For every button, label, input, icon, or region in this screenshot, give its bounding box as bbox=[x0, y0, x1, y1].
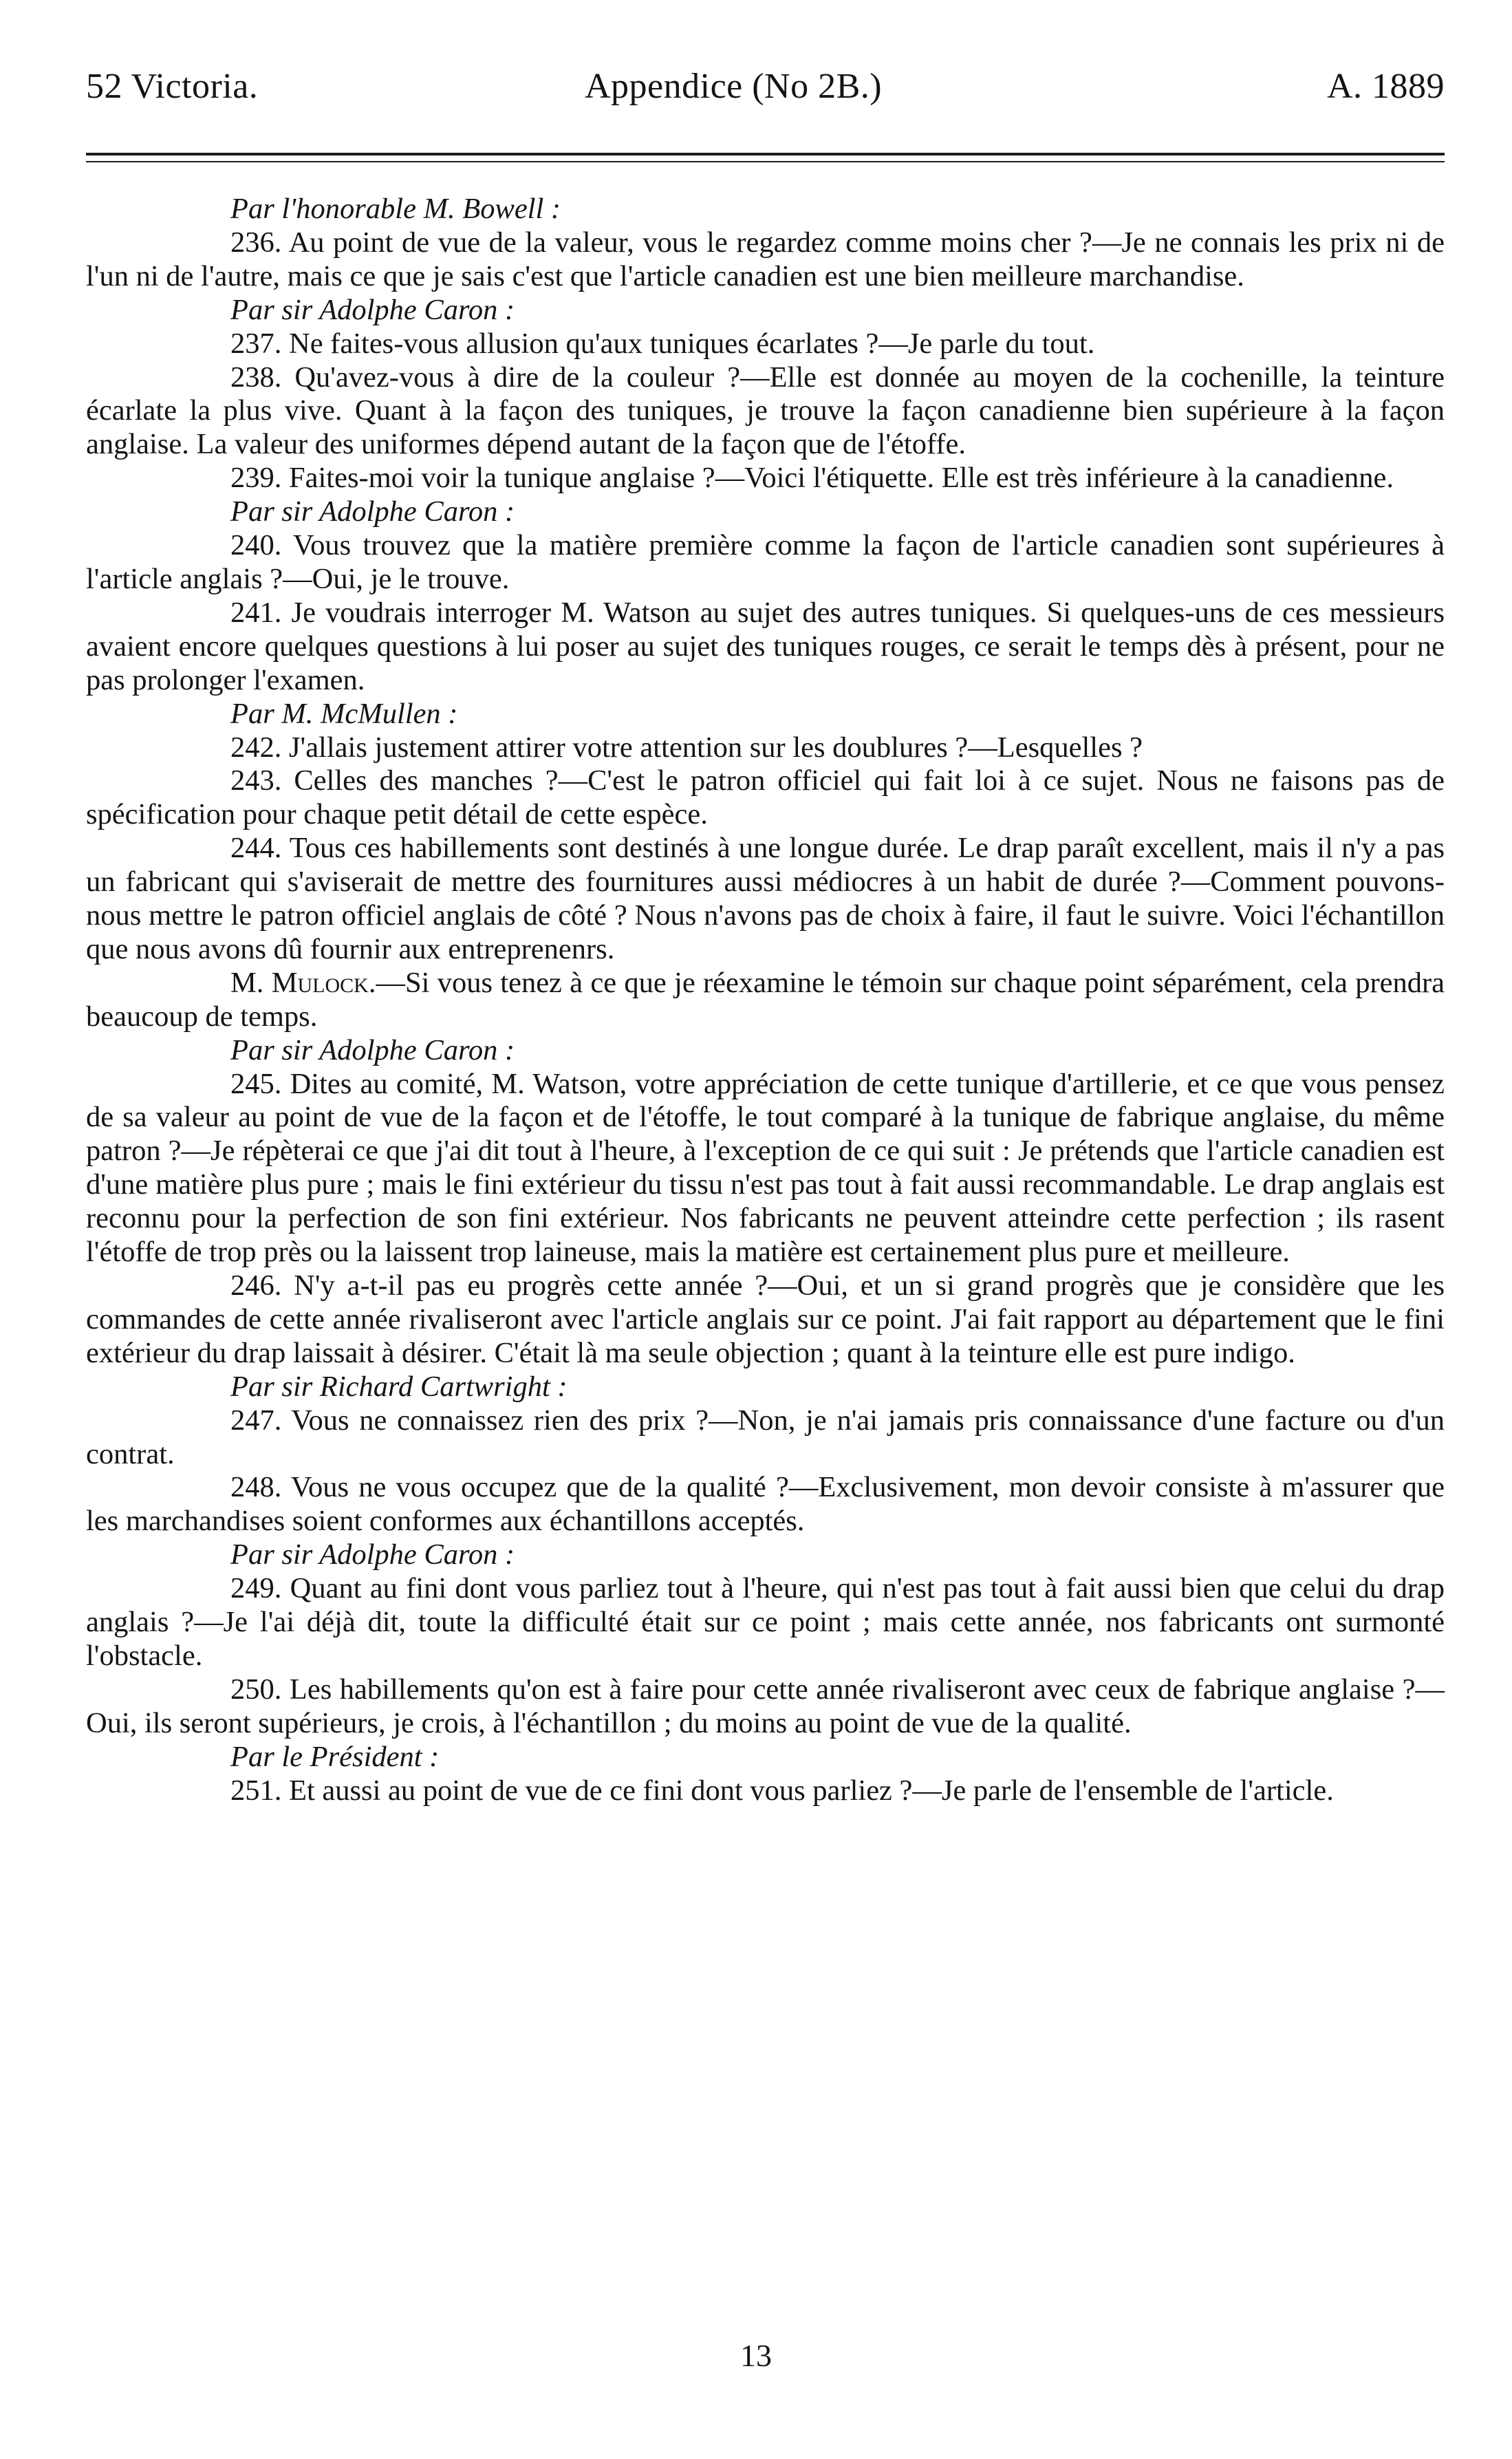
speaker-heading: Par l'honorable M. Bowell : bbox=[230, 193, 561, 225]
header-rule-thin bbox=[86, 161, 1445, 162]
interjection-paragraph bbox=[86, 967, 1445, 1034]
header-appendix: Appendice (No 2B.) bbox=[585, 67, 883, 106]
header-rule-thick bbox=[86, 153, 1445, 155]
interjection-speaker: M. Mulock. bbox=[230, 966, 376, 999]
question-answer-paragraph: 247. Vous ne connaissez rien des prix ?—Non, je n'ai jamais pris connaissance d'une facture ou d'un contrat. bbox=[86, 1404, 1445, 1470]
question-answer-paragraph: 239. Faites-moi voir la tunique anglaise ?—Voici l'étiquette. Elle est très inférieure à la canadienne. bbox=[230, 462, 1394, 495]
question-answer-paragraph: 236. Au point de vue de la valeur, vous le regardez comme moins cher ?—Je ne connais les prix ni de l'un ni de l'autre, mais ce que je sais c'est que l'article canadien est une bien meilleure marchandise. bbox=[86, 226, 1445, 292]
question-answer-paragraph: 250. Les habillements qu'on est à faire pour cette année rivaliseront avec ceux de fabrique anglaise ?—Oui, ils seront supérieurs, je crois, à l'échantillon ; du moins au point de vue de la qualité. bbox=[86, 1673, 1445, 1739]
question-answer-paragraph: 244. Tous ces habillements sont destinés à une longue durée. Le drap paraît excellent, mais il n'y a pas un fabricant qui s'aviserait de mettre des fournitures aussi médiocres à un habit de durée ?—Comment pouvons-nous mettre le patron officiel anglais de côté ? Nous n'avons pas de choix à faire, il faut le suivre. Voici l'échantillon que nous avons dû fournir aux entreprenenrs. bbox=[86, 832, 1445, 965]
question-answer-paragraph: 241. Je voudrais interroger M. Watson au sujet des autres tuniques. Si quelques-uns de ces messieurs avaient encore quelques questions à lui poser au sujet des tuniques rouges, ce serait le temps dès à présent, pour ne pas prolonger l'examen. bbox=[86, 596, 1445, 696]
speaker-heading: Par sir Adolphe Caron : bbox=[230, 293, 515, 326]
question-answer-paragraph: 249. Quant au fini dont vous parliez tout à l'heure, qui n'est pas tout à fait aussi bien que celui du drap anglais ?—Je l'ai déjà dit, toute la difficulté était sur ce point ; mais cette année, nos fabricants ont surmonté l'obstacle. bbox=[86, 1572, 1445, 1672]
header-year: A. 1889 bbox=[1326, 67, 1445, 106]
header-session: 52 Victoria. bbox=[86, 67, 259, 106]
question-answer-paragraph: 240. Vous trouvez que la matière première comme la façon de l'article canadien sont supérieures à l'article anglais ?—Oui, je le trouve. bbox=[86, 529, 1445, 595]
question-answer-paragraph: 251. Et aussi au point de vue de ce fini dont vous parliez ?—Je parle de l'ensemble de l'article. bbox=[230, 1774, 1334, 1807]
speaker-heading: Par le Président : bbox=[230, 1740, 440, 1773]
testimony-body bbox=[86, 193, 1445, 1808]
speaker-heading: Par sir Richard Cartwright : bbox=[230, 1370, 568, 1403]
question-answer-paragraph: 248. Vous ne vous occupez que de la qualité ?—Exclusivement, mon devoir consiste à m'assurer que les marchandises soient conformes aux échantillons acceptés. bbox=[86, 1471, 1445, 1538]
interjection-text: —Si vous tenez à ce que je réexamine le témoin sur chaque point séparément, cela prendra beaucoup de temps. bbox=[86, 966, 1445, 1033]
question-answer-paragraph: 242. J'allais justement attirer votre attention sur les doublures ?—Lesquelles ? bbox=[230, 731, 1143, 764]
question-answer-paragraph: 238. Qu'avez-vous à dire de la couleur ?—Elle est donnée au moyen de la cochenille, la teinture écarlate la plus vive. Quant à la façon des tuniques, je trouve la façon canadienne bien supérieure à la façon anglaise. La valeur des uniformes dépend autant de la façon que de l'étoffe. bbox=[86, 361, 1445, 461]
speaker-heading: Par sir Adolphe Caron : bbox=[230, 495, 515, 528]
question-answer-paragraph: 237. Ne faites-vous allusion qu'aux tuniques écarlates ?—Je parle du tout. bbox=[230, 327, 1095, 360]
question-answer-paragraph: 246. N'y a-t-il pas eu progrès cette année ?—Oui, et un si grand progrès que je considère que les commandes de cette année rivaliseront avec l'article anglais sur ce point. J'ai fait rapport au département que le fini extérieur du drap laissait à désirer. C'était là ma seule objection ; quant à la teinture elle est pure indigo. bbox=[86, 1269, 1445, 1369]
question-answer-paragraph: 245. Dites au comité, M. Watson, votre appréciation de cette tunique d'artillerie, et ce que vous pensez de sa valeur au point de vue de la façon et de l'étoffe, le tout comparé à la tunique de fabrique anglaise, du même patron ?—Je répèterai ce que j'ai dit tout à l'heure, à l'exception de ce qui suit : Je prétends que l'article canadien est d'une matière plus pure ; mais le fini extérieur du tissu n'est pas tout à fait aussi recommandable. Le drap anglais est reconnu pour la perfection de son fini extérieur. Nos fabricants ne peuvent atteindre cette perfection ; ils rasent l'étoffe de trop près ou la laissent trop laineuse, mais la matière est certainement plus pure et meilleure. bbox=[86, 1067, 1445, 1269]
question-answer-paragraph: 243. Celles des manches ?—C'est le patron officiel qui fait loi à ce sujet. Nous ne faisons pas de spécification pour chaque petit détail de cette espèce. bbox=[86, 764, 1445, 831]
speaker-heading: Par sir Adolphe Caron : bbox=[230, 1033, 515, 1066]
speaker-heading: Par sir Adolphe Caron : bbox=[230, 1538, 515, 1571]
running-header bbox=[86, 66, 1445, 107]
page-number: 13 bbox=[740, 2338, 772, 2373]
speaker-heading: Par M. McMullen : bbox=[230, 697, 458, 730]
